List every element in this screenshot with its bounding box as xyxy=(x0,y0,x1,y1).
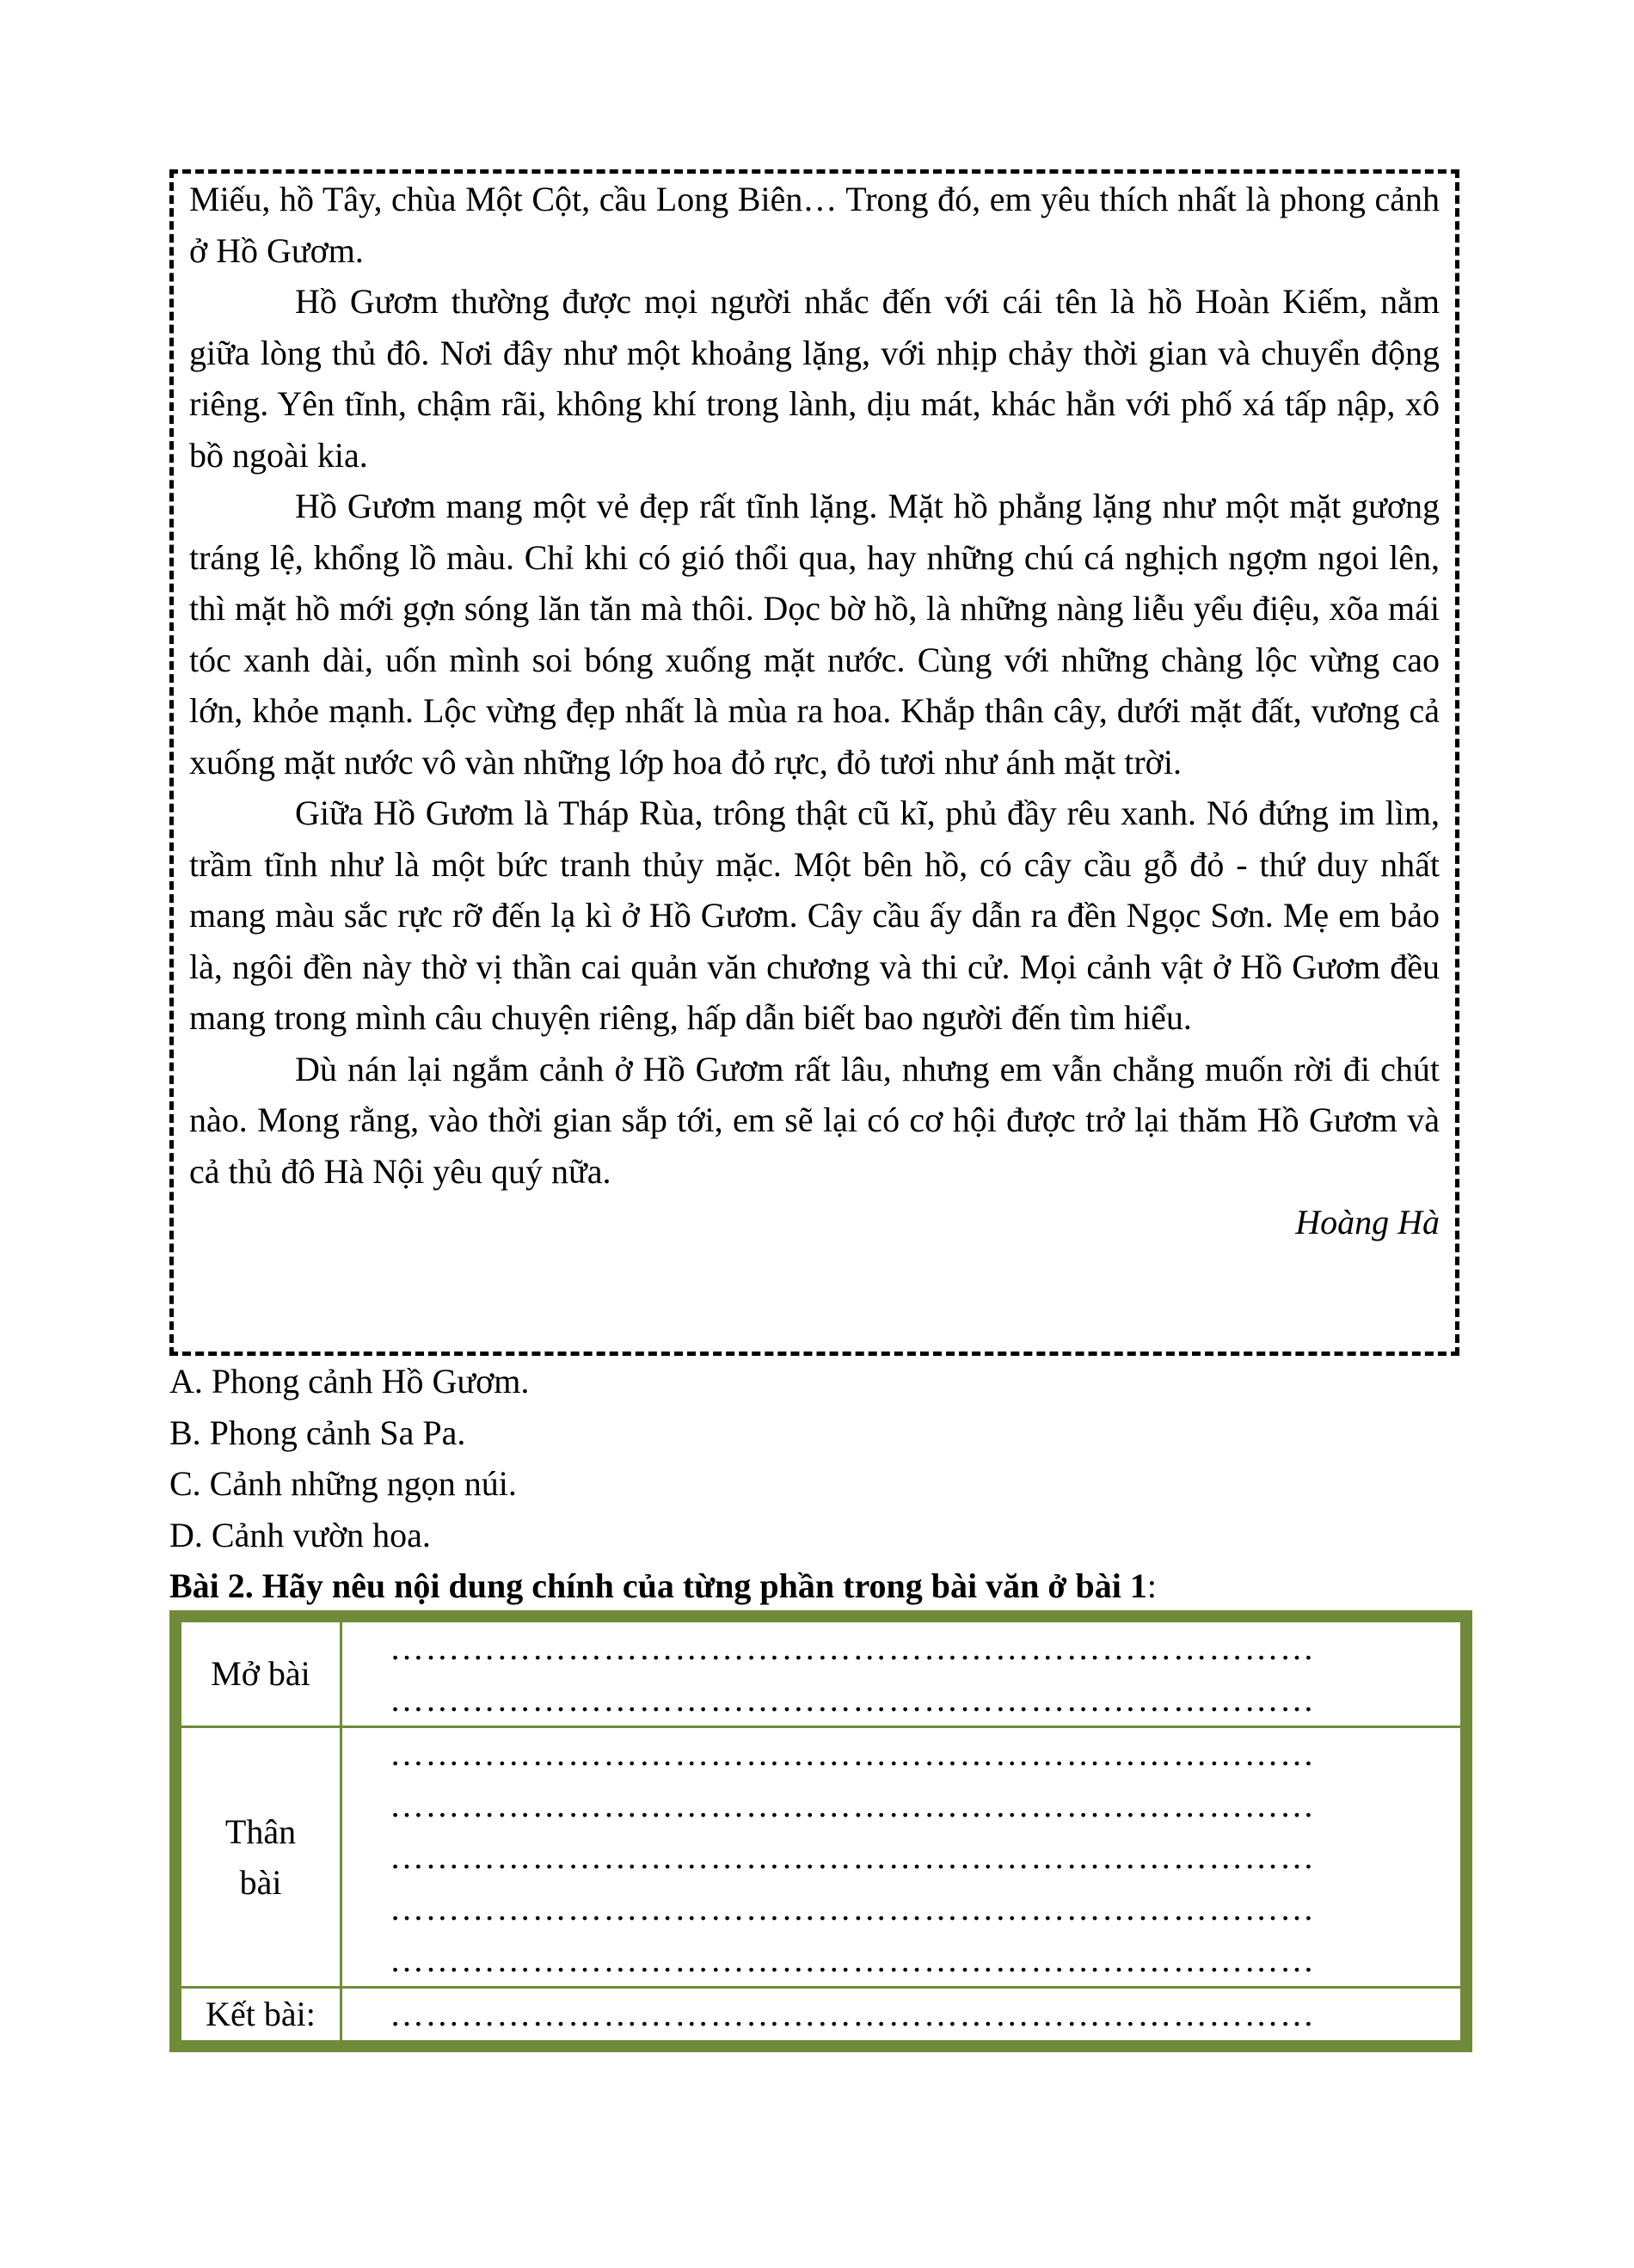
answer-lines-than-bai[interactable] xyxy=(341,1727,1467,1988)
dotted-answer-line: …………………………………………………………………… xyxy=(390,1628,1316,1667)
label-ket-bai: Kết bài: xyxy=(175,1988,341,2047)
option-d: D. Cảnh vườn hoa. xyxy=(169,1515,431,1554)
dotted-answer-line: …………………………………………………………………… xyxy=(390,1680,1316,1719)
exercise-2-heading xyxy=(169,1560,1157,1612)
dotted-answer-line: …………………………………………………………………… xyxy=(390,1889,1316,1928)
option-b: B. Phong cảnh Sa Pa. xyxy=(169,1413,466,1452)
table-row-ket-bai xyxy=(175,1988,1466,2047)
passage-author: Hoàng Hà xyxy=(1295,1203,1440,1241)
dotted-answer-line: …………………………………………………………………… xyxy=(390,1995,1316,2033)
option-c: C. Cảnh những ngọn núi. xyxy=(169,1464,517,1503)
dotted-answer-line: …………………………………………………………………… xyxy=(390,1734,1316,1773)
answer-lines-mo-bai[interactable] xyxy=(341,1616,1467,1727)
table-row-mo-bai xyxy=(175,1616,1466,1727)
option-a: A. Phong cảnh Hồ Gươm. xyxy=(169,1362,530,1401)
passage-paragraph-4: Giữa Hồ Gươm là Tháp Rùa, trông thật cũ kĩ, phủ đầy rêu xanh. Nó đứng im lìm, trầm tĩnh như là một bức tranh thủy mặc. Một bên hồ, có cây cầu gỗ đỏ - thứ duy nhất mang màu sắc rực rỡ đến lạ kì ở Hồ Gươm. Cây cầu ấy dẫn ra đền Ngọc Sơn. Mẹ em bảo là, ngôi đền này thờ vị thần cai quản văn chương và thi cử. Mọi cảnh vật ở Hồ Gươm đều mang trong mình câu chuyện riêng, hấp dẫn biết bao người đến tìm hiểu. xyxy=(189,794,1440,1037)
answer-table xyxy=(169,1610,1472,2052)
passage-paragraph-2: Hồ Gươm thường được mọi người nhắc đến với cái tên là hồ Hoàn Kiếm, nằm giữa lòng thủ đô. Nơi đây như một khoảng lặng, với nhịp chảy thời gian và chuyển động riêng. Yên tĩnh, chậm rãi, không khí trong lành, dịu mát, khác hẳn với phố xá tấp nập, xô bồ ngoài kia. xyxy=(189,282,1440,475)
exercise-2-title: Bài 2. Hãy nêu nội dung chính của từng phần trong bài văn ở bài 1 xyxy=(169,1566,1147,1605)
passage-paragraph-3: Hồ Gươm mang một vẻ đẹp rất tĩnh lặng. Mặt hồ phẳng lặng như một mặt gương tráng lệ, khổng lồ màu. Chỉ khi có gió thổi qua, hay những chú cá nghịch ngợm ngoi lên, thì mặt hồ mới gợn sóng lăn tăn mà thôi. Dọc bờ hồ, là những nàng liễu yểu điệu, xõa mái tóc xanh dài, uốn mình soi bóng xuống mặt nước. Cùng với những chàng lộc vừng cao lớn, khỏe mạnh. Lộc vừng đẹp nhất là mùa ra hoa. Khắp thân cây, dưới mặt đất, vương cả xuống mặt nước vô vàn những lớp hoa đỏ rực, đỏ tươi như ánh mặt trời. xyxy=(189,487,1440,782)
label-than-bai xyxy=(175,1727,341,1988)
label-mo-bai: Mở bài xyxy=(175,1616,341,1727)
passage-body xyxy=(189,174,1440,1197)
reading-passage-box xyxy=(169,169,1459,1356)
dotted-answer-line: …………………………………………………………………… xyxy=(390,1786,1316,1824)
passage-paragraph-5: Dù nán lại ngắm cảnh ở Hồ Gươm rất lâu, nhưng em vẫn chẳng muốn rời đi chút nào. Mong rằng, vào thời gian sắp tới, em sẽ lại có cơ hội được trở lại thăm Hồ Gươm và cả thủ đô Hà Nội yêu quý nữa. xyxy=(189,1049,1440,1191)
table-row-than-bai xyxy=(175,1727,1466,1988)
label-than-bai-text: Thân bài xyxy=(224,1811,297,1902)
answer-lines-ket-bai[interactable] xyxy=(341,1988,1467,2047)
dotted-answer-line: …………………………………………………………………… xyxy=(390,1837,1316,1876)
exercise-2-colon: : xyxy=(1146,1566,1157,1605)
answer-options xyxy=(169,1356,529,1560)
passage-paragraph-1: Miếu, hồ Tây, chùa Một Cột, cầu Long Biên… Trong đó, em yêu thích nhất là phong cảnh ở Hồ Gươm. xyxy=(189,180,1440,270)
dotted-answer-line: …………………………………………………………………… xyxy=(390,1940,1316,1979)
